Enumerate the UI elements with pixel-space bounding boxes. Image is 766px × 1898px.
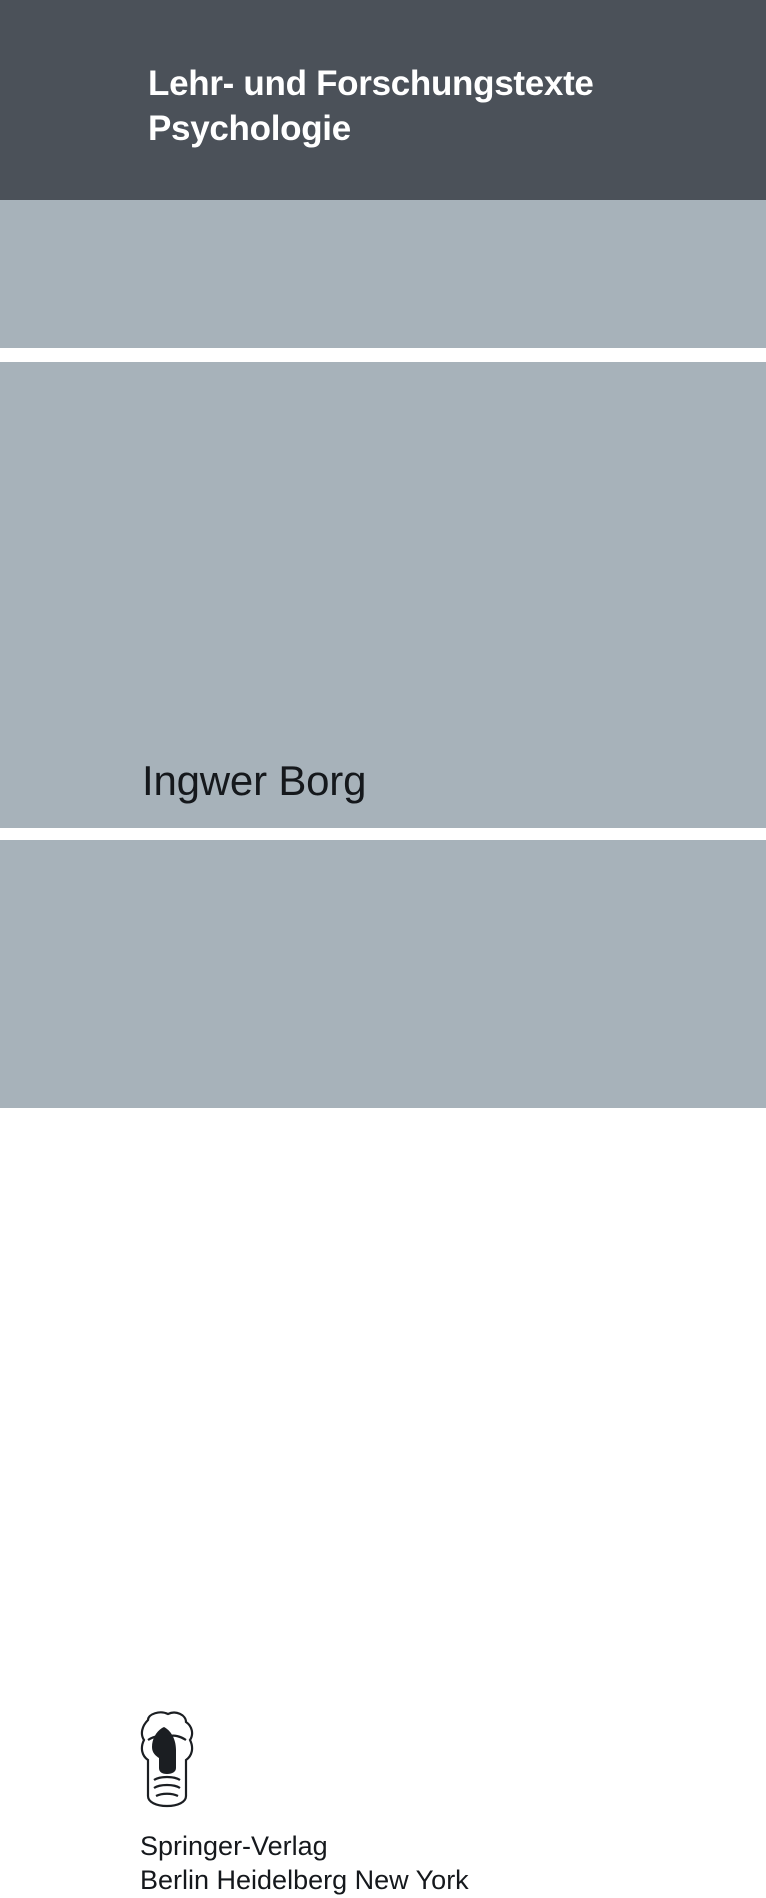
editors-band <box>0 200 766 348</box>
publisher-band <box>0 840 766 1895</box>
series-title: Lehr- und Forschungstexte Psychologie <box>148 64 594 148</box>
springer-knight-chess-logo-icon <box>118 1706 214 1816</box>
author-title-band <box>0 362 766 828</box>
series-band <box>0 0 766 200</box>
publisher-cities: Berlin Heidelberg New York <box>140 1865 469 1895</box>
publisher-name: Springer-Verlag <box>140 1831 328 1861</box>
band-divider-top <box>0 348 766 362</box>
author-name: Ingwer Borg <box>142 757 367 804</box>
band-divider-bottom <box>0 828 766 840</box>
